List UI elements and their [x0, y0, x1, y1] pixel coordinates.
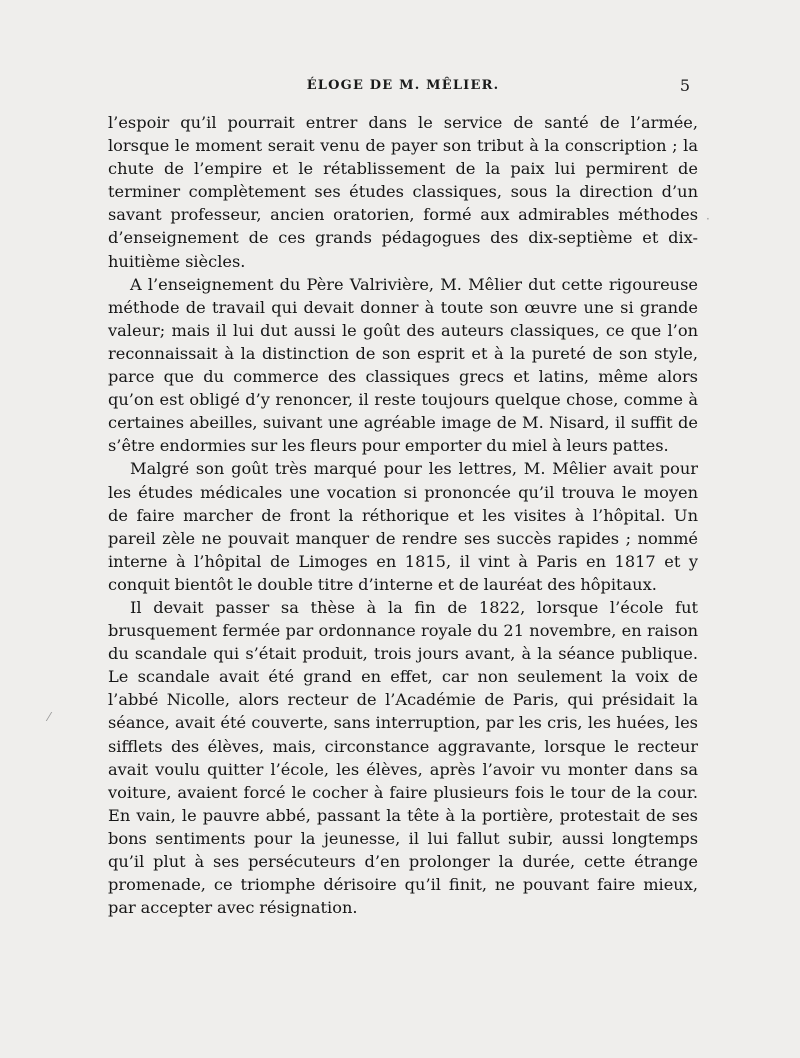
- margin-scratch-icon: ⁄: [48, 710, 51, 724]
- paragraph-4: Il devait passer sa thèse à la fin de 1822, lorsque l’école fut brusquement fermée par ordonnance royale du 21 novembre, en raison du scandale qui s’était produit, trois jours avant, à la séance publique. Le scandale avait été grand en effet, car non seulement la voix de l’abbé Nicolle, alors recteur de l’Académie de Paris, qui présidait la séance, avait été couverte, sans interruption, par les cris, les huées, les sifflets des élèves, mais, circonstance aggravante, lorsque le recteur avait voulu quitter l’école, les élèves, après l’avoir vu monter dans sa voiture, avaient forcé le cocher à faire plusieurs fois le tour de la cour. En vain, le pauvre abbé, passant la tête à la portière, protestait de ses bons sentiments pour la jeunesse, il lui fallut subir, aussi longtemps qu’il plut à ses persécuteurs d’en prolonger la durée, cette étrange promenade, ce triomphe dérisoire qu’il finit, ne pouvant faire mieux, par accepter avec résignation.: [108, 597, 698, 918]
- margin-speck-icon: ·: [706, 212, 710, 226]
- body-text: [108, 111, 698, 919]
- paragraph-1: l’espoir qu’il pourrait entrer dans le service de santé de l’armée, lorsque le moment serait venu de payer son tribut à la conscription ; la chute de l’empire et le rétablissement de la paix lui permirent de terminer complètement ses études classiques, sous la direction d’un savant professeur, ancien oratorien, formé aux admirables méthodes d’enseignement de ces grands pédagogues des dix-septième et dix-huitième siècles.: [108, 113, 698, 271]
- running-title: ÉLOGE DE M. MÊLIER.: [306, 78, 500, 93]
- running-head: [108, 76, 698, 100]
- paragraph-3: Malgré son goût très marqué pour les lettres, M. Mêlier avait pour les études médicales une vocation si prononcée qu’il trouva le moyen de faire marcher de front la réthorique et les visites à l’hôpital. Un pareil zèle ne pouvait manquer de rendre ses succès rapides ; nommé interne à l’hôpital de Limoges en 1815, il vint à Paris en 1817 et y conquit bientôt le double titre d’interne et de lauréat des hôpitaux.: [108, 459, 698, 594]
- page-number: 5: [679, 76, 690, 95]
- paragraph-2: A l’enseignement du Père Valrivière, M. Mêlier dut cette rigoureuse méthode de travail qui devait donner à toute son œuvre une si grande valeur; mais il lui dut aussi le goût des auteurs classiques, ce que l’on reconnaissait à la distinction de son esprit et à la pureté de son style, parce que du commerce des classiques grecs et latins, même alors qu’on est obligé d’y renoncer, il reste toujours quelque chose, comme à certaines abeilles, suivant une agréable image de M. Nisard, il suffit de s’être endormies sur les fleurs pour emporter du miel à leurs pattes.: [108, 274, 698, 456]
